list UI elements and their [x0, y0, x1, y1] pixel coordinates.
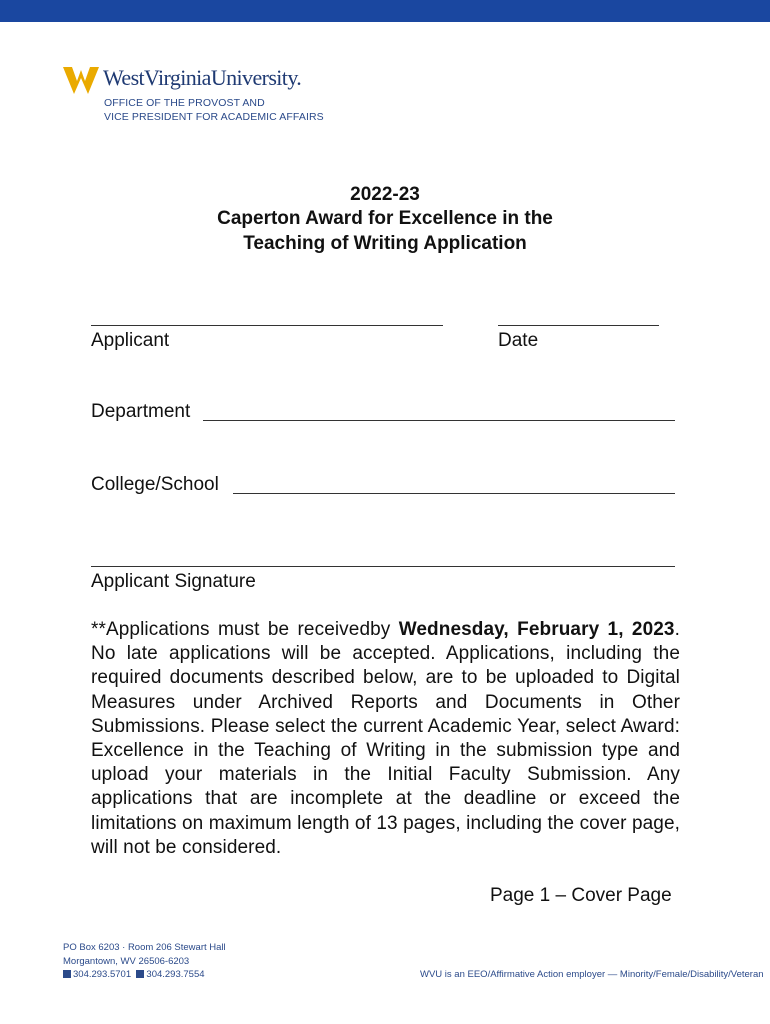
date-label: Date — [498, 330, 539, 351]
signature-line[interactable] — [91, 566, 675, 567]
wvu-logo — [63, 64, 363, 128]
signature-label: Applicant Signature — [91, 571, 256, 592]
wv-flying-wv-icon — [63, 64, 101, 98]
applicant-line[interactable] — [91, 325, 443, 326]
footer-fax: 304.293.7554 — [146, 969, 205, 980]
footer-address-2: Morgantown, WV 26506-6203 — [63, 956, 190, 967]
department-line[interactable] — [203, 420, 675, 421]
phone-icon — [63, 970, 71, 978]
page-label: Page 1 – Cover Page — [490, 885, 672, 906]
college-line[interactable] — [233, 493, 675, 494]
department-label: Department — [91, 401, 191, 422]
deadline-date: Wednesday, February 1, 2023 — [398, 619, 675, 640]
footer-eeo: WVU is an EEO/Affirmative Action employer — Minority/Female/Disability/Veteran — [420, 969, 764, 980]
date-line[interactable] — [498, 325, 659, 326]
title-line-2: Teaching of Writing Application — [243, 233, 527, 254]
footer-phone: 304.293.5701 — [73, 969, 132, 980]
footer-address-1: PO Box 6203 · Room 206 Stewart Hall — [63, 942, 226, 953]
applicant-label: Applicant — [91, 330, 170, 351]
university-name: WestVirginiaUniversity. — [103, 65, 302, 90]
college-label: College/School — [91, 474, 219, 495]
office-line-2: VICE PRESIDENT FOR ACADEMIC AFFAIRS — [104, 111, 324, 123]
title-line-1: Caperton Award for Excellence in the — [217, 208, 553, 229]
office-line-1: OFFICE OF THE PROVOST AND — [104, 97, 265, 109]
instructions-paragraph: **Applications must be receivedby Wednesday, February 1, 2023. No late applications will be accepted. Applications, including the required documents described below, are to be uploaded to Digital Measures under Archived Reports and Documents in Other Submissions. Please select the current Academic Year, select Award: Excellence in the Teaching of Writing in the submission type and upload your materials in the Initial Faculty Submission. Any applications that are incomplete at the deadline or exceed the limitations on maximum length of 13 pages, including the cover page, will not be considered. — [91, 619, 680, 858]
footer-contact — [63, 969, 205, 980]
top-color-bar — [0, 0, 770, 22]
fax-icon — [136, 970, 144, 978]
title-year: 2022-23 — [350, 184, 420, 205]
